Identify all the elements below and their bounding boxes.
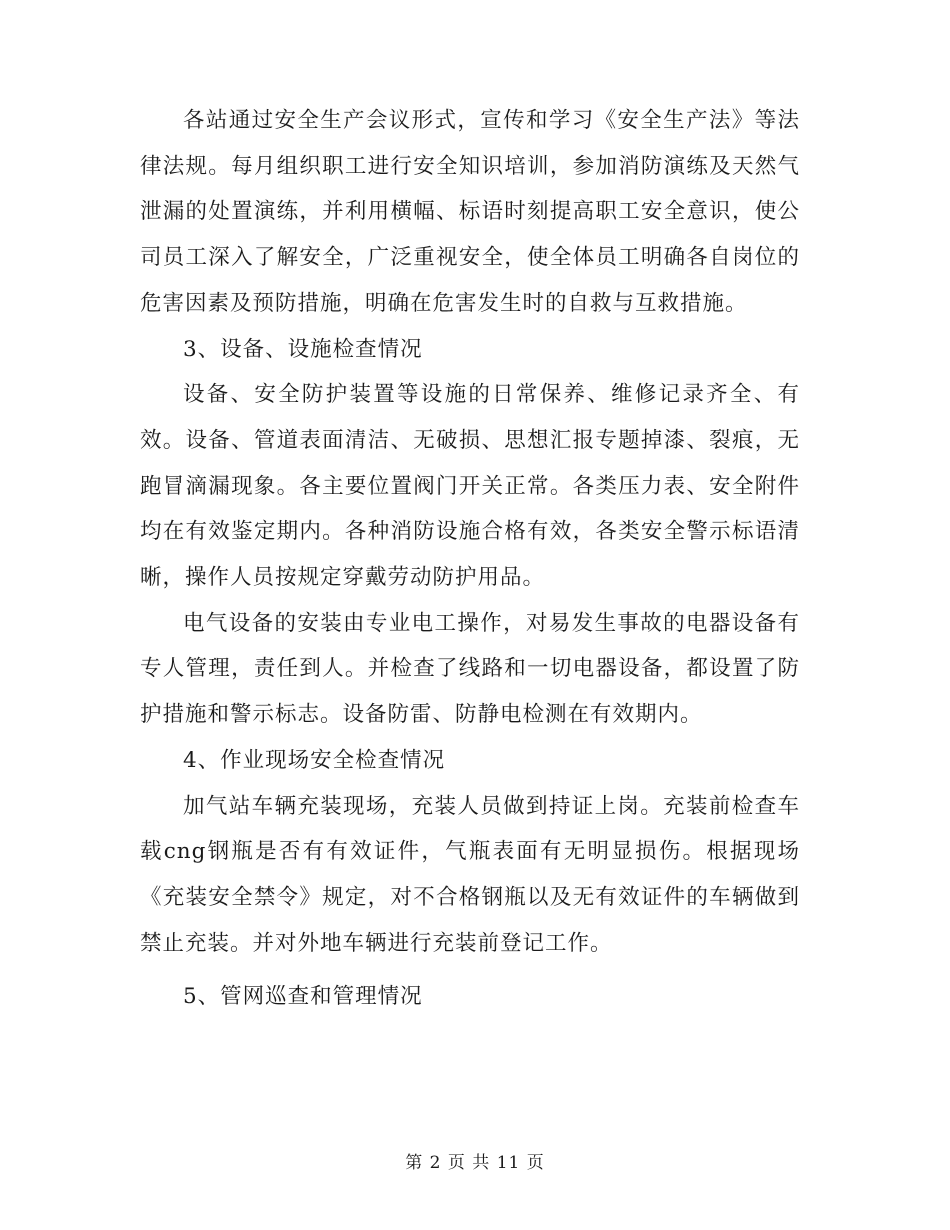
heading-worksite-inspection: 4、作业现场安全检查情况 <box>183 747 446 773</box>
heading-equipment-inspection: 3、设备、设施检查情况 <box>183 336 423 362</box>
heading-pipeline-patrol: 5、管网巡查和管理情况 <box>183 984 423 1010</box>
paragraph-gap <box>140 966 800 974</box>
paragraph-equipment-maintenance: 设备、安全防护装置等设施的日常保养、维修记录齐全、有效。设备、管道表面清洁、无破损、思想汇报专题掉漆、裂痕，无跑冒滴漏现象。各主要位置阀门开关正常。各类压力表、安全附件均在有效鉴定期内。各种消防设施合格有效，各类安全警示标语清晰，操作人员按规定穿戴劳动防护用品。 <box>140 382 800 591</box>
page-number-footer: 第 2 页 共 11 页 <box>405 1153 545 1173</box>
paragraph-filling-station: 加气站车辆充装现场，充装人员做到持证上岗。充装前检查车载cng钢瓶是否有有效证件，气瓶表面有无明显损伤。根据现场《充装安全禁令》规定，对不合格钢瓶以及无有效证件的车辆做到禁止充装。并对外地车辆进行充装前登记工作。 <box>140 793 800 956</box>
paragraph-electrical-equipment: 电气设备的安装由专业电工操作，对易发生事故的电器设备有专人管理，责任到人。并检查了线路和一切电器设备，都设置了防护措施和警示标志。设备防雷、防静电检测在有效期内。 <box>140 610 800 728</box>
document-body <box>140 98 800 1020</box>
paragraph-safety-training: 各站通过安全生产会议形式，宣传和学习《安全生产法》等法律法规。每月组织职工进行安全知识培训，参加消防演练及天然气泄漏的处置演练，并利用横幅、标语时刻提高职工安全意识，使公司员工深入了解安全，广泛重视安全，使全体员工明确各自岗位的危害因素及预防措施，明确在危害发生时的自救与互救措施。 <box>140 108 800 316</box>
